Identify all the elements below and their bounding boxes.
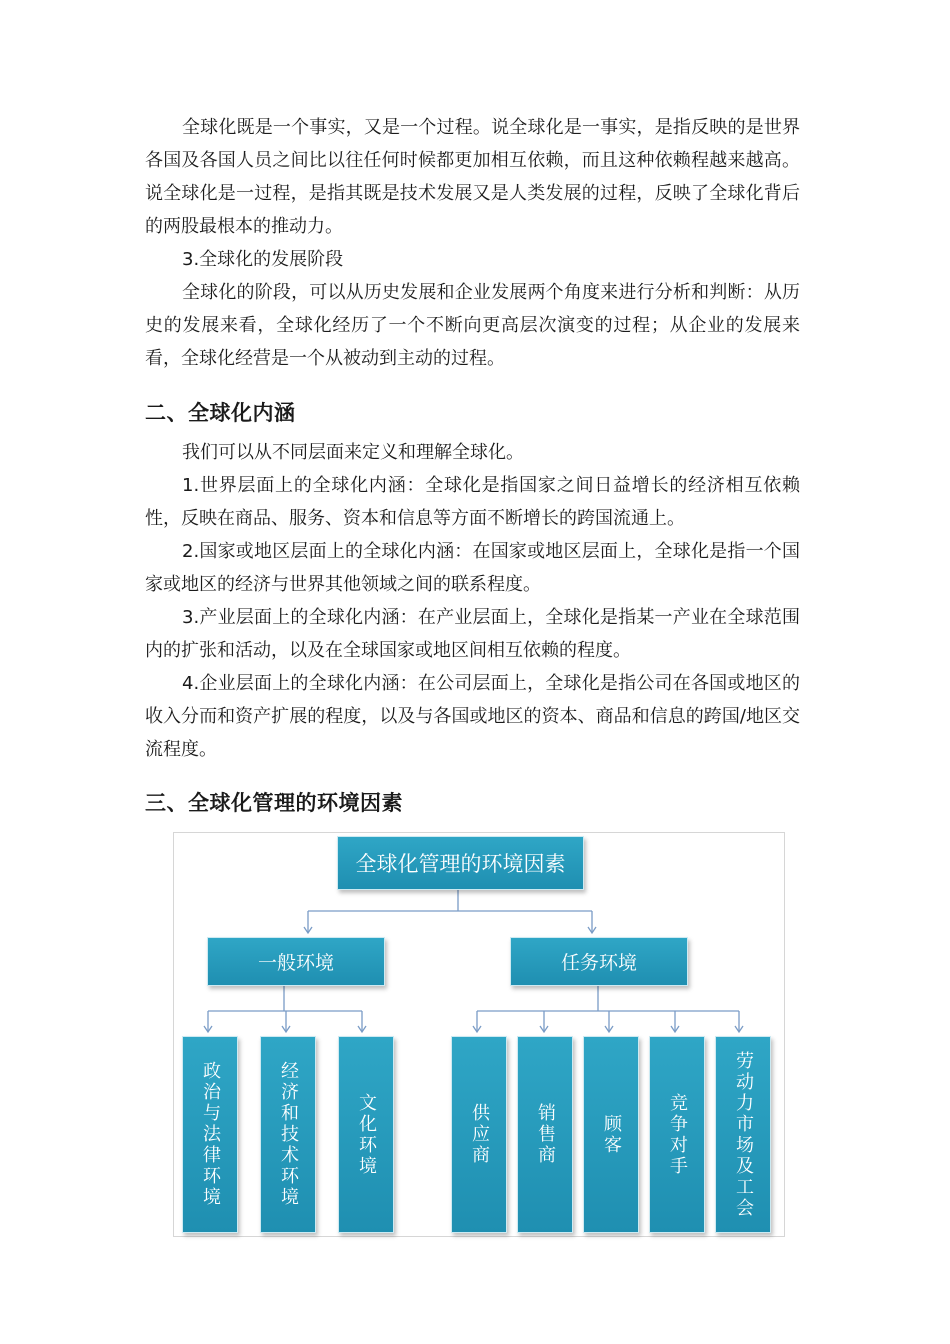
diagram-root-box: 全球化管理的环境因素	[337, 836, 584, 890]
diagram-leaf-politics-law: 政治与法律环境	[182, 1036, 238, 1233]
diagram-leaf-distributors: 销售商	[517, 1036, 573, 1233]
diagram-leaf-competitors: 竞争对手	[649, 1036, 705, 1233]
paragraph-globalization-fact-process: 全球化既是一个事实，又是一个过程。说全球化是一事实，是指反映的是世界各国及各国人员之间比以往任何时候都更加相互依赖，而且这种依赖程越来越高。说全球化是一过程，是指其既是技术发展又是人类发展的过程，反映了全球化背后的两股最根本的推动力。	[145, 117, 800, 237]
paragraph-development-stage-title: 3.全球化的发展阶段	[182, 249, 344, 270]
diagram-general-environment-box: 一般环境	[207, 937, 385, 986]
paragraph-industry-level: 3.产业层面上的全球化内涵：在产业层面上，全球化是指某一产业在全球范围内的扩张和活动，以及在全球国家或地区间相互依赖的程度。	[145, 607, 800, 661]
paragraph-enterprise-level: 4.企业层面上的全球化内涵：在公司层面上，全球化是指公司在各国或地区的收入分而和资产扩展的程度，以及与各国或地区的资本、商品和信息的跨国/地区交流程度。	[145, 673, 800, 760]
section-heading-environment: 三、全球化管理的环境因素	[145, 791, 403, 815]
diagram-leaf-economy-technology: 经济和技术环境	[260, 1036, 316, 1233]
paragraph-development-stage: 全球化的阶段，可以从历史发展和企业发展两个角度来进行分析和判断：从历史的发展来看，全球化经历了一个不断向更高层次演变的过程；从企业的发展来看，全球化经营是一个从被动到主动的过程。	[145, 282, 800, 369]
section-heading-connotation: 二、全球化内涵	[145, 401, 296, 425]
paragraph-world-level: 1.世界层面上的全球化内涵：全球化是指国家之间日益增长的经济相互依赖性，反映在商品、服务、资本和信息等方面不断增长的跨国流通上。	[145, 475, 800, 529]
diagram-leaf-customers: 顾客	[583, 1036, 639, 1233]
diagram-leaf-culture: 文化环境	[338, 1036, 394, 1233]
diagram-leaf-labor-market-unions: 劳动力市场及工会	[715, 1036, 771, 1233]
diagram-leaf-suppliers: 供应商	[451, 1036, 507, 1233]
paragraph-country-level: 2.国家或地区层面上的全球化内涵：在国家或地区层面上，全球化是指一个国家或地区的经济与世界其他领域之间的联系程度。	[145, 541, 800, 595]
environment-factors-diagram	[173, 832, 785, 1237]
paragraph-intro-levels: 我们可以从不同层面来定义和理解全球化。	[182, 442, 524, 463]
diagram-task-environment-box: 任务环境	[510, 937, 688, 986]
